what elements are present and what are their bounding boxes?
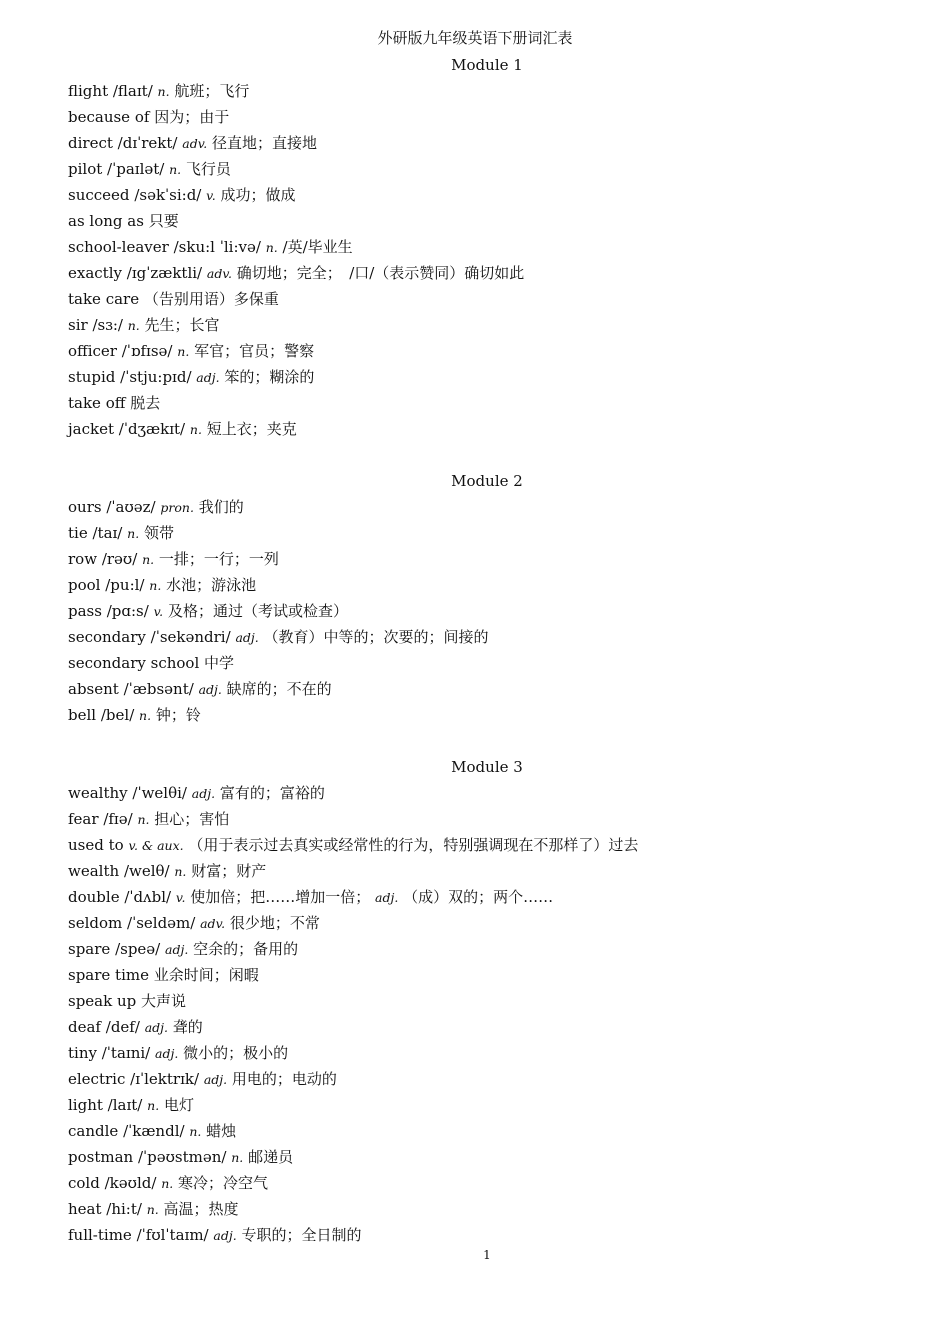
entry-part-of-speech: n. [142,552,155,567]
entry-meaning: 确切地；完全； /口/（表示赞同）确切如此 [236,264,525,282]
module-heading: Module 1 [451,56,523,74]
entry-word: tiny [68,1044,97,1062]
entry-part-of-speech: n. [137,812,150,827]
entry-word: because of [68,108,150,126]
entry-word: ours [68,498,102,516]
vocabulary-entry [68,1144,908,1170]
entry-meaning: 财富；财产 [191,862,267,880]
entry-meaning: （成）双的；两个…… [403,888,554,906]
entry-meaning: 业余时间；闲暇 [153,966,259,984]
entry-meaning: 及格；通过（考试或检查） [167,602,348,620]
entry-phonetic: /ˈdʌbl/ [124,888,172,906]
entry-part-of-speech: v. [206,188,216,203]
vocabulary-entry [68,936,908,962]
vocabulary-entry [68,312,908,338]
entry-word: cold [68,1174,100,1192]
entry-part-of-speech: n. [146,1202,159,1217]
vocabulary-entry [68,520,908,546]
entry-phonetic: /ˈpaɪlət/ [107,160,165,178]
entry-phonetic: /ɪgˈzæktli/ [126,264,203,282]
vocabulary-entry [68,806,908,832]
entry-word: speak up [68,992,137,1010]
module-1-section [68,52,908,442]
vocabulary-entry [68,988,908,1014]
entry-part-of-speech: n. [149,578,162,593]
entry-word: heat [68,1200,102,1218]
entry-phonetic: /ˈaʊəz/ [106,498,156,516]
vocabulary-entry [68,1066,908,1092]
vocabulary-entry [68,104,908,130]
vocabulary-entry [68,260,908,286]
vocabulary-list [68,780,908,1248]
entry-word: bell [68,706,97,724]
vocabulary-list [68,78,908,442]
vocabulary-entry [68,182,908,208]
entry-meaning: 担心；害怕 [154,810,230,828]
entry-phonetic: /laɪt/ [107,1096,143,1114]
entry-part-of-speech: adv. [200,916,226,931]
entry-part-of-speech: adj. [196,370,220,385]
entry-meaning: 飞行员 [185,160,231,178]
entry-meaning: 高温；热度 [163,1200,239,1218]
vocabulary-entry [68,364,908,390]
vocabulary-entry [68,832,908,858]
entry-phonetic: /səkˈsi:d/ [134,186,202,204]
entry-word: direct [68,134,113,152]
entry-phonetic: /ˈsekəndri/ [150,628,231,646]
vocabulary-entry [68,416,908,442]
vocabulary-entry [68,78,908,104]
entry-word: row [68,550,98,568]
entry-part-of-speech: adj. [165,942,189,957]
entry-meaning: 富有的；富裕的 [219,784,325,802]
entry-word: as long as [68,212,144,230]
entry-word: stupid [68,368,116,386]
entry-word: spare [68,940,111,958]
vocabulary-entry [68,390,908,416]
entry-meaning: 寒冷；冷空气 [178,1174,269,1192]
vocabulary-entry [68,910,908,936]
entry-word: take off [68,394,126,412]
vocabulary-entry [68,780,908,806]
entry-phonetic: /rəʊ/ [101,550,138,568]
module-heading: Module 3 [451,758,523,776]
entry-word: secondary [68,628,146,646]
vocabulary-entry [68,676,908,702]
entry-word: sir [68,316,88,334]
entry-meaning: 专职的；全日制的 [241,1226,362,1244]
entry-meaning: 中学 [204,654,235,672]
vocabulary-entry [68,286,908,312]
entry-part-of-speech: adj. [198,682,222,697]
vocabulary-entry [68,962,908,988]
entry-meaning: （教育）中等的；次要的；间接的 [263,628,489,646]
entry-meaning: （用于表示过去真实或经常性的行为，特别强调现在不那样了）过去 [188,836,639,854]
entry-word: officer [68,342,117,360]
entry-meaning: 成功；做成 [220,186,296,204]
entry-meaning: 脱去 [130,394,161,412]
entry-phonetic: /ˈfʊlˈtaɪm/ [136,1226,209,1244]
vocabulary-entry [68,234,908,260]
vocabulary-entry [68,338,908,364]
entry-phonetic: /sku:l ˈli:və/ [173,238,261,256]
entry-meaning: 只要 [148,212,179,230]
entry-meaning: 我们的 [198,498,244,516]
entry-word: light [68,1096,103,1114]
vocabulary-entry [68,1118,908,1144]
vocabulary-entry [68,702,908,728]
entry-part-of-speech: v. [175,890,186,905]
vocabulary-entry [68,858,908,884]
entry-part-of-speech: adv. [182,136,208,151]
entry-part-of-speech: n. [139,708,152,723]
vocabulary-entry [68,1092,908,1118]
entry-word: tie [68,524,88,542]
vocabulary-entry [68,650,908,676]
entry-phonetic: /def/ [105,1018,140,1036]
entry-part-of-speech: n. [127,318,140,333]
entry-part-of-speech: n. [231,1150,244,1165]
entry-word: pass [68,602,102,620]
entry-meaning: 空余的；备用的 [193,940,299,958]
entry-word: deaf [68,1018,101,1036]
vocabulary-entry [68,1014,908,1040]
entry-word: succeed [68,186,130,204]
vocabulary-entry [68,208,908,234]
entry-part-of-speech: n. [177,344,190,359]
entry-meaning: /英/毕业生 [282,238,353,256]
module-heading: Module 2 [451,472,523,490]
vocabulary-entry [68,546,908,572]
entry-meaning: 航班；飞行 [174,82,250,100]
entry-phonetic: /ˈkændl/ [123,1122,185,1140]
entry-phonetic: /speə/ [115,940,161,958]
entry-phonetic: /pu:l/ [105,576,145,594]
entry-part-of-speech: n. [174,864,187,879]
vocabulary-entry [68,1196,908,1222]
entry-meaning: 使加倍；把……增加一倍； [190,888,371,906]
entry-meaning: 领带 [143,524,174,542]
entry-part-of-speech: adj. [144,1020,168,1035]
entry-meaning: 笨的；糊涂的 [224,368,315,386]
entry-phonetic: /sɜ:/ [92,316,123,334]
entry-word: electric [68,1070,126,1088]
entry-meaning: 大声说 [141,992,187,1010]
entry-word: postman [68,1148,134,1166]
entry-part-of-speech: n. [161,1176,174,1191]
entry-meaning: 缺席的；不在的 [226,680,332,698]
entry-meaning: 电灯 [163,1096,194,1114]
vocabulary-entry [68,1040,908,1066]
entry-meaning: 很少地；不常 [229,914,320,932]
entry-part-of-speech: adj. [155,1046,179,1061]
module-2-section [68,468,908,728]
entry-phonetic: /kəʊld/ [104,1174,157,1192]
entry-phonetic: /welθ/ [123,862,170,880]
entry-part-of-speech: n. [169,162,182,177]
entry-part-of-speech: adj. [375,890,399,905]
entry-phonetic: /ɪˈlektrɪk/ [130,1070,200,1088]
entry-meaning: 聋的 [172,1018,203,1036]
vocabulary-entry [68,598,908,624]
entry-word: fear [68,810,99,828]
entry-word: wealth [68,862,120,880]
entry-word: pilot [68,160,103,178]
entry-phonetic: /pɑ:s/ [106,602,149,620]
entry-part-of-speech: adj. [235,630,259,645]
entry-phonetic: /hi:t/ [106,1200,142,1218]
entry-phonetic: /ˈstju:pɪd/ [120,368,192,386]
entry-word: absent [68,680,119,698]
entry-phonetic: /fɪə/ [103,810,133,828]
page-number: 1 [483,1248,491,1262]
entry-meaning: 因为；由于 [154,108,230,126]
entry-word: school-leaver [68,238,169,256]
entry-part-of-speech: adj. [203,1072,228,1087]
entry-word: used to [68,836,124,854]
entry-word: flight [68,82,109,100]
entry-part-of-speech: v. [153,604,164,619]
entry-word: seldom [68,914,123,932]
entry-part-of-speech: pron. [160,500,194,515]
entry-phonetic: /dɪˈrekt/ [117,134,178,152]
entry-phonetic: /ˈdʒækɪt/ [118,420,186,438]
entry-phonetic: /ˈwelθi/ [132,784,187,802]
entry-word: pool [68,576,101,594]
entry-word: full-time [68,1226,132,1244]
entry-part-of-speech: n. [189,1124,202,1139]
entry-meaning: 径直地；直接地 [212,134,318,152]
entry-phonetic: /ˈpəʊstmən/ [137,1148,227,1166]
entry-part-of-speech: adv. [206,266,232,281]
entry-meaning: 短上衣；夹克 [206,420,297,438]
vocabulary-entry [68,1170,908,1196]
entry-part-of-speech: adj. [213,1228,237,1243]
vocabulary-entry [68,884,908,910]
entry-word: secondary school [68,654,200,672]
entry-part-of-speech: n. [157,84,170,99]
entry-phonetic: /ˈtaɪni/ [101,1044,151,1062]
entry-meaning: 邮递员 [248,1148,294,1166]
entry-phonetic: /ˈæbsənt/ [123,680,194,698]
entry-meaning: （告别用语）多保重 [143,290,279,308]
entry-word: take care [68,290,140,308]
entry-part-of-speech: adj. [191,786,216,801]
entry-phonetic: /ˈseldəm/ [127,914,196,932]
vocabulary-entry [68,156,908,182]
entry-word: jacket [68,420,114,438]
entry-word: double [68,888,120,906]
entry-part-of-speech: n. [127,526,140,541]
vocabulary-list [68,494,908,728]
entry-word: exactly [68,264,122,282]
module-3-section [68,754,908,1248]
entry-part-of-speech: n. [265,240,278,255]
entry-meaning: 先生；长官 [144,316,220,334]
entry-meaning: 水池；游泳池 [166,576,257,594]
entry-part-of-speech: n. [189,422,202,437]
entry-meaning: 微小的；极小的 [183,1044,289,1062]
vocabulary-entry [68,572,908,598]
entry-meaning: 蜡烛 [206,1122,237,1140]
document-title: 外研版九年级英语下册词汇表 [377,29,573,47]
entry-meaning: 用电的；电动的 [231,1070,337,1088]
vocabulary-entry [68,624,908,650]
entry-word: spare time [68,966,149,984]
entry-meaning: 一排；一行；一列 [158,550,279,568]
entry-phonetic: /flaɪt/ [112,82,153,100]
vocabulary-entry [68,494,908,520]
entry-meaning: 军官；官员；警察 [194,342,315,360]
entry-word: candle [68,1122,119,1140]
entry-word: wealthy [68,784,128,802]
vocabulary-entry [68,1222,908,1248]
entry-meaning: 钟；铃 [155,706,201,724]
entry-phonetic: /bel/ [100,706,135,724]
entry-phonetic: /taɪ/ [92,524,123,542]
entry-part-of-speech: n. [147,1098,160,1113]
entry-part-of-speech: v. & aux. [128,838,184,853]
entry-phonetic: /ˈɒfɪsə/ [121,342,173,360]
vocabulary-entry [68,130,908,156]
